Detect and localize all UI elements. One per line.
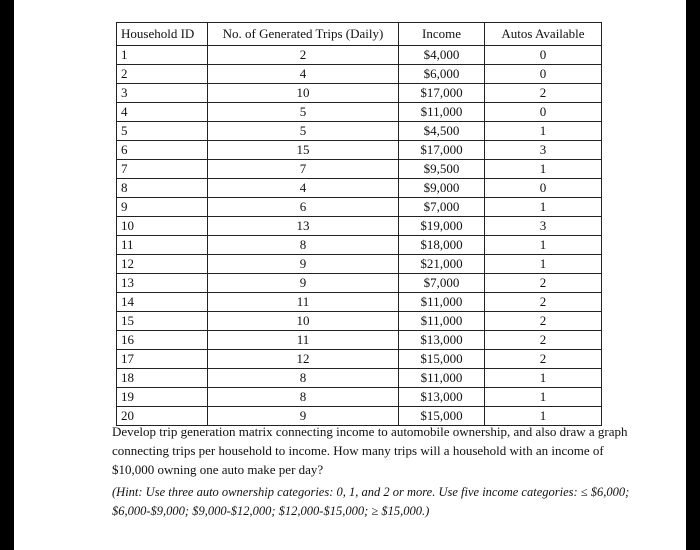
autos-cell: 1 <box>485 369 602 388</box>
table-row <box>117 122 602 141</box>
autos-cell: 2 <box>485 312 602 331</box>
trips-cell: 11 <box>208 293 399 312</box>
household-id-cell: 17 <box>117 350 208 369</box>
table-header-row <box>117 23 602 46</box>
autos-cell: 0 <box>485 103 602 122</box>
income-cell: $13,000 <box>399 388 485 407</box>
income-cell: $6,000 <box>399 65 485 84</box>
autos-cell: 1 <box>485 198 602 217</box>
household-id-cell: 10 <box>117 217 208 236</box>
income-cell: $9,500 <box>399 160 485 179</box>
income-cell: $18,000 <box>399 236 485 255</box>
header-generated-trips: No. of Generated Trips (Daily) <box>208 23 399 46</box>
household-id-cell: 14 <box>117 293 208 312</box>
header-income: Income <box>399 23 485 46</box>
trips-cell: 15 <box>208 141 399 160</box>
trips-cell: 10 <box>208 84 399 103</box>
table-row <box>117 179 602 198</box>
income-cell: $11,000 <box>399 312 485 331</box>
question-text: Develop trip generation matrix connecting income to automobile ownership, and also draw a graph connecting trips per household to income. How many trips will a household with an income of $10,000 owning one auto make per day? <box>112 424 628 477</box>
table-row <box>117 312 602 331</box>
household-id-cell: 5 <box>117 122 208 141</box>
household-id-cell: 18 <box>117 369 208 388</box>
autos-cell: 1 <box>485 160 602 179</box>
autos-cell: 1 <box>485 255 602 274</box>
table-row <box>117 160 602 179</box>
table-body <box>117 46 602 426</box>
trips-cell: 12 <box>208 350 399 369</box>
income-cell: $21,000 <box>399 255 485 274</box>
income-cell: $19,000 <box>399 217 485 236</box>
table-row <box>117 331 602 350</box>
table-row <box>117 369 602 388</box>
household-id-cell: 1 <box>117 46 208 65</box>
table-row <box>117 141 602 160</box>
autos-cell: 0 <box>485 179 602 198</box>
household-id-cell: 19 <box>117 388 208 407</box>
trips-cell: 5 <box>208 103 399 122</box>
table-row <box>117 65 602 84</box>
autos-cell: 0 <box>485 46 602 65</box>
household-id-cell: 9 <box>117 198 208 217</box>
trips-cell: 9 <box>208 274 399 293</box>
table-row <box>117 236 602 255</box>
household-trips-table <box>116 22 602 426</box>
trips-cell: 5 <box>208 122 399 141</box>
income-cell: $13,000 <box>399 331 485 350</box>
autos-cell: 1 <box>485 122 602 141</box>
household-id-cell: 7 <box>117 160 208 179</box>
income-cell: $9,000 <box>399 179 485 198</box>
household-id-cell: 11 <box>117 236 208 255</box>
table-row <box>117 274 602 293</box>
income-cell: $7,000 <box>399 274 485 293</box>
header-household-id: Household ID <box>117 23 208 46</box>
table-row <box>117 84 602 103</box>
income-cell: $4,000 <box>399 46 485 65</box>
household-id-cell: 16 <box>117 331 208 350</box>
autos-cell: 1 <box>485 236 602 255</box>
trips-cell: 8 <box>208 388 399 407</box>
hint-text: (Hint: Use three auto ownership categories: 0, 1, and 2 or more. Use five income categories: ≤ $6,000; $6,000-$9,000; $9,000-$12,000; $12,000-$15,000; ≥ $15,000.) <box>112 485 630 518</box>
income-cell: $15,000 <box>399 350 485 369</box>
income-cell: $11,000 <box>399 103 485 122</box>
trips-cell: 11 <box>208 331 399 350</box>
trips-cell: 4 <box>208 179 399 198</box>
table-row <box>117 255 602 274</box>
household-id-cell: 20 <box>117 407 208 426</box>
table-row <box>117 350 602 369</box>
autos-cell: 2 <box>485 293 602 312</box>
autos-cell: 2 <box>485 331 602 350</box>
trips-cell: 8 <box>208 369 399 388</box>
household-id-cell: 13 <box>117 274 208 293</box>
household-id-cell: 8 <box>117 179 208 198</box>
autos-cell: 0 <box>485 65 602 84</box>
household-id-cell: 6 <box>117 141 208 160</box>
header-autos-available: Autos Available <box>485 23 602 46</box>
autos-cell: 1 <box>485 407 602 426</box>
trips-cell: 10 <box>208 312 399 331</box>
income-cell: $17,000 <box>399 84 485 103</box>
trips-cell: 8 <box>208 236 399 255</box>
income-cell: $17,000 <box>399 141 485 160</box>
trips-cell: 4 <box>208 65 399 84</box>
income-cell: $11,000 <box>399 369 485 388</box>
table-row <box>117 103 602 122</box>
household-id-cell: 12 <box>117 255 208 274</box>
autos-cell: 1 <box>485 388 602 407</box>
autos-cell: 3 <box>485 217 602 236</box>
income-cell: $7,000 <box>399 198 485 217</box>
document-page <box>14 0 686 550</box>
household-id-cell: 2 <box>117 65 208 84</box>
trips-cell: 9 <box>208 407 399 426</box>
household-id-cell: 3 <box>117 84 208 103</box>
income-cell: $15,000 <box>399 407 485 426</box>
table-row <box>117 46 602 65</box>
table-row <box>117 388 602 407</box>
trips-cell: 13 <box>208 217 399 236</box>
trips-cell: 6 <box>208 198 399 217</box>
table-row <box>117 198 602 217</box>
trips-cell: 9 <box>208 255 399 274</box>
trips-cell: 7 <box>208 160 399 179</box>
table-row <box>117 217 602 236</box>
autos-cell: 2 <box>485 84 602 103</box>
income-cell: $11,000 <box>399 293 485 312</box>
income-cell: $4,500 <box>399 122 485 141</box>
autos-cell: 2 <box>485 274 602 293</box>
autos-cell: 2 <box>485 350 602 369</box>
trips-cell: 2 <box>208 46 399 65</box>
table-row <box>117 293 602 312</box>
autos-cell: 3 <box>485 141 602 160</box>
household-id-cell: 15 <box>117 312 208 331</box>
household-id-cell: 4 <box>117 103 208 122</box>
